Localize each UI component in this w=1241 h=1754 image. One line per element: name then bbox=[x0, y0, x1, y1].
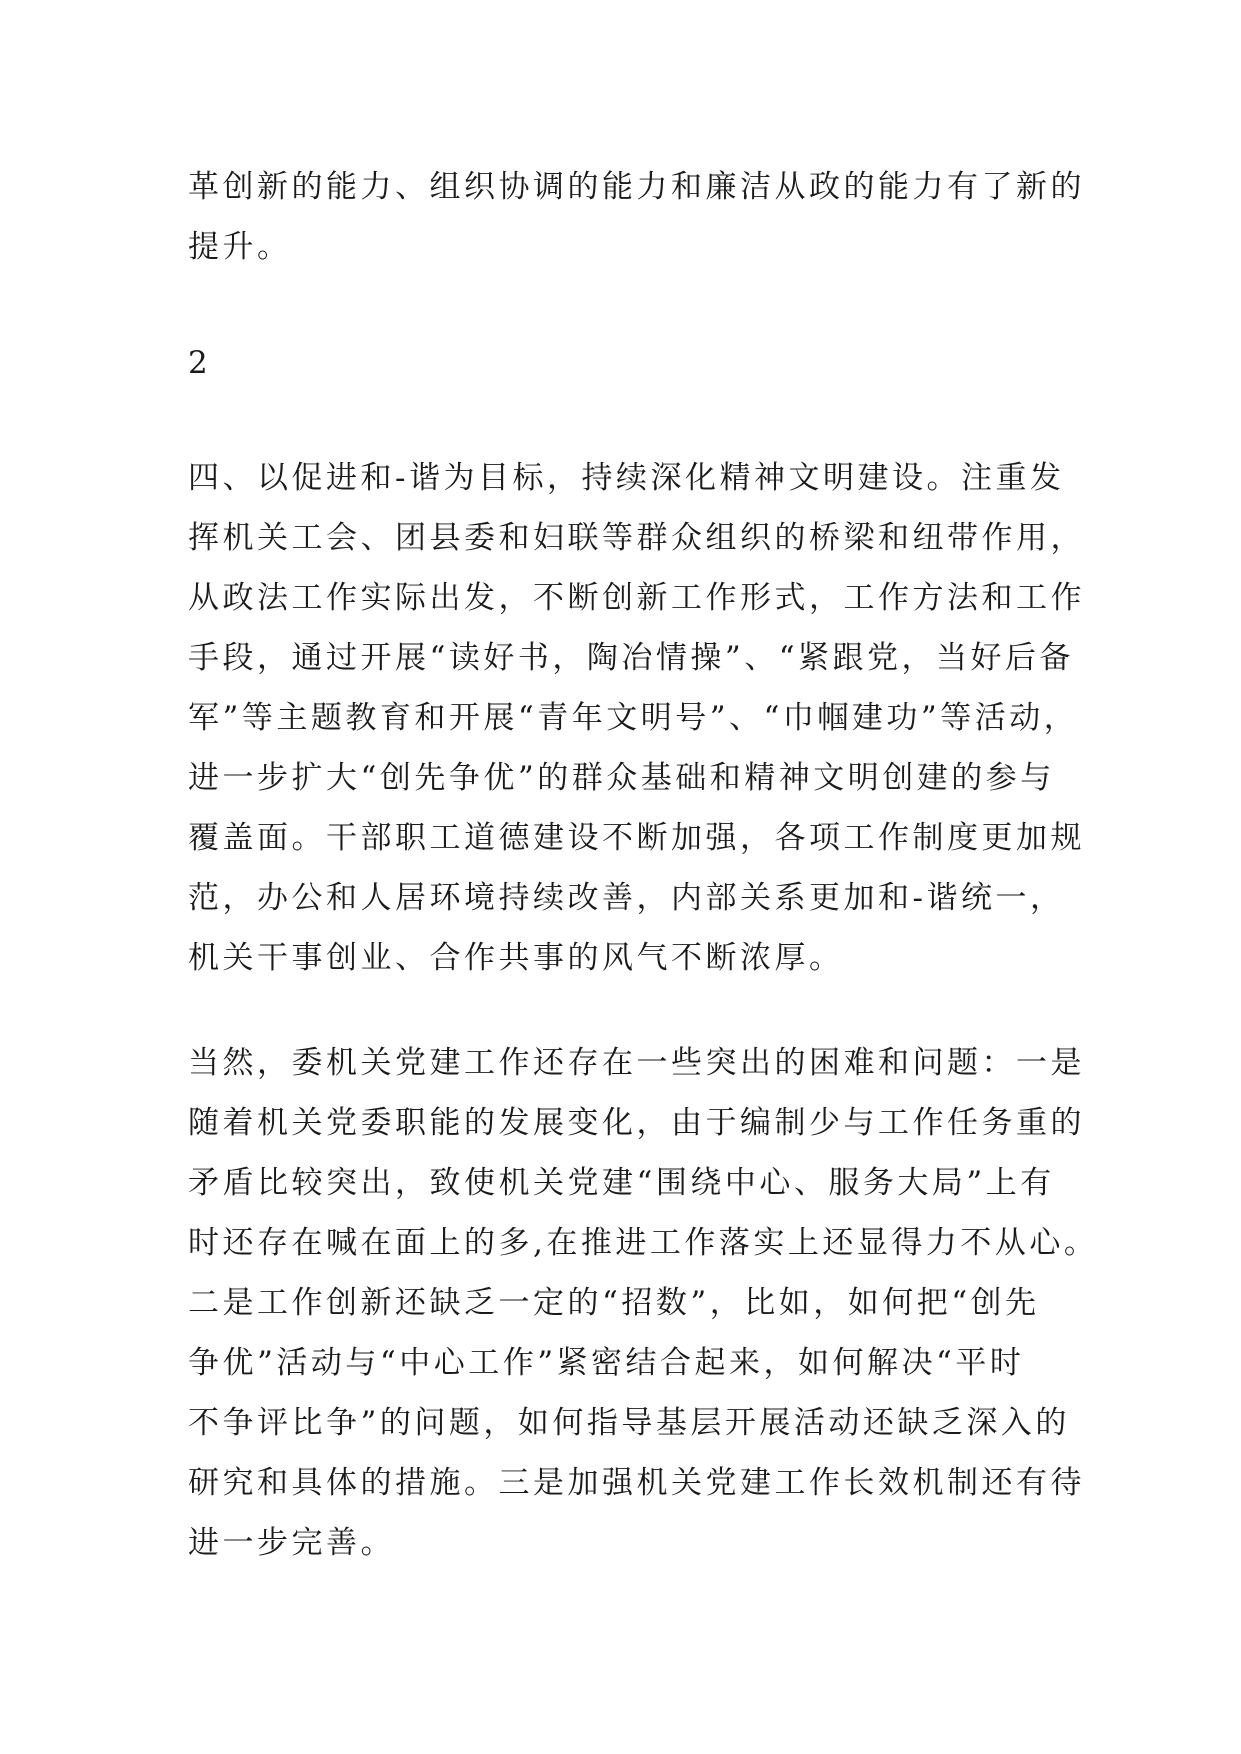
paragraph-line: 军”等主题教育和开展“青年文明号”、“巾帼建功”等活动， bbox=[188, 700, 1079, 736]
paragraph-spiritual-civilization bbox=[188, 448, 1085, 988]
paragraph-line: 革创新的能力、组织协调的能力和廉洁从政的能力有了新的 bbox=[188, 169, 1085, 205]
paragraph-line: 覆盖面。干部职工道德建设不断加强，各项工作制度更加规 bbox=[188, 820, 1085, 856]
paragraph-line: 手段，通过开展“读好书，陶冶情操”、“紧跟党，当好后备 bbox=[188, 640, 1075, 676]
paragraph-line: 当然，委机关党建工作还存在一些突出的困难和问题：一是 bbox=[188, 1045, 1085, 1081]
paragraph-line: 不争评比争”的问题，如何指导基层开展活动还缺乏深入的 bbox=[188, 1405, 1070, 1441]
paragraph-line: 二是工作创新还缺乏一定的“招数”，比如，如何把“创先 bbox=[188, 1285, 1040, 1321]
paragraph-line: 进一步完善。 bbox=[188, 1525, 395, 1561]
paragraph-line: 时还存在喊在面上的多,在推进工作落实上还显得力不从心。 bbox=[188, 1225, 1099, 1261]
page-number: 2 bbox=[188, 345, 208, 381]
paragraph-line: 争优”活动与“中心工作”紧密结合起来，如何解决“平时 bbox=[188, 1345, 1025, 1381]
paragraph-line: 进一步扩大“创先争优”的群众基础和精神文明创建的参与 bbox=[188, 760, 1055, 796]
paragraph-line: 随着机关党委职能的发展变化，由于编制少与工作任务重的 bbox=[188, 1105, 1085, 1141]
paragraph-line: 机关干事创业、合作共事的风气不断浓厚。 bbox=[188, 940, 844, 976]
paragraph-line: 挥机关工会、团县委和妇联等群众组织的桥梁和纽带作用， bbox=[188, 520, 1085, 556]
paragraph-line: 提升。 bbox=[188, 229, 292, 265]
paragraph-continued bbox=[188, 157, 1085, 277]
paragraph-line: 四、以促进和-谐为目标，持续深化精神文明建设。注重发 bbox=[188, 460, 1065, 496]
paragraph-line: 研究和具体的措施。三是加强机关党建工作长效机制还有待 bbox=[188, 1465, 1085, 1501]
paragraph-line: 从政法工作实际出发，不断创新工作形式，工作方法和工作 bbox=[188, 580, 1085, 616]
paragraph-line: 矛盾比较突出，致使机关党建“围绕中心、服务大局”上有 bbox=[188, 1165, 1055, 1201]
paragraph-line: 范，办公和人居环境持续改善，内部关系更加和-谐统一， bbox=[188, 880, 1065, 916]
paragraph-problems bbox=[188, 1033, 1099, 1573]
